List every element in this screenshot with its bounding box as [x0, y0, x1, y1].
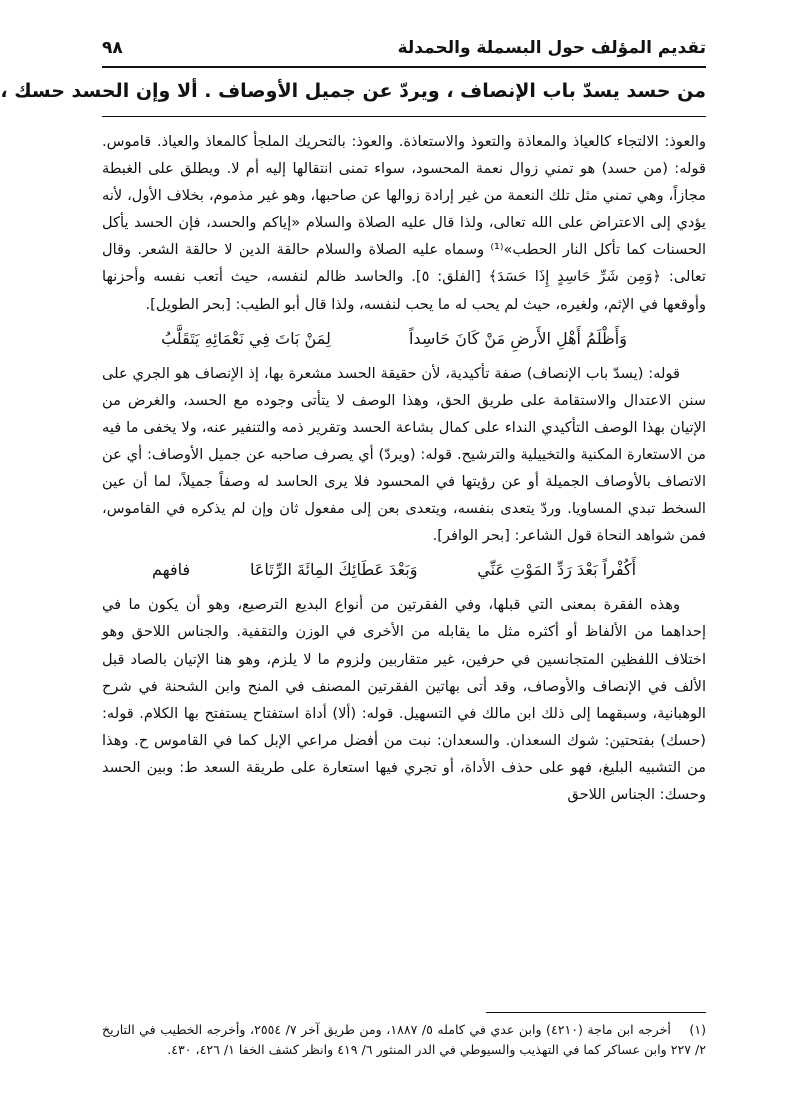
matn-divider	[102, 116, 706, 117]
commentary-body	[102, 128, 706, 808]
footnote-number: (١)	[689, 1022, 706, 1037]
verse-hemistich-first: وَأَظْلَمُ أَهْلِ الأَرضِ مَنْ كَانَ حَاسِداً	[408, 328, 627, 348]
footnote-divider	[486, 1012, 706, 1013]
commentary-paragraph: والعوذ: الالتجاء كالعياذ والمعاذة والتعوذ والاستعاذة. والعوذ: بالتحريك الملجأ كالمعاذ والعياذ. قاموس. قوله: (من حسد) هو تمني زوال نعمة المحسود، سواء تمنى انتقالها إليه أم لا. ويطلق على الغبطة مجازاً، وهي تمني مثل تلك النعمة من غير إرادة زوالها عن صاحبها، وهو غير مذموم، بخلاف الأول، لأنه يؤدي إلى الاعتراض على الله تعالى، ولذا قال عليه الصلاة والسلام «إياكم والحسد، فإن الحسد يأكل الحسنات كما تأكل النار الحطب»⁽¹⁾ وسماه عليه الصلاة والسلام حالقة الدين لا حالقة الشعر. وقال تعالى: ﴿وَمِن شَرِّ حَاسِدٍ إِذَا حَسَدَ﴾ [الفلق: ٥]. والحاسد ظالم لنفسه، حيث أتعب نفسه وأحزنها وأوقعها في الإثم، ولغيره، حيث لم يحب له ما يحب لنفسه، ولذا قال أبو الطيب: [بحر الطويل].	[102, 133, 707, 313]
page-header	[102, 34, 706, 62]
verse-hemistich-second: لِمَنْ بَاتَ فِي نَعْمَائِهِ يَتَقَلَّبُ	[161, 328, 331, 348]
footnote-text: أخرجه ابن ماجة (٤٢١٠) وابن عدي في كامله ٥/ ١٨٨٧، ومن طريق آخر ٧/ ٢٥٥٤، وأخرجه الخطيب في التاريخ ٢/ ٢٢٧ وابن عساكر كما في التهذيب والسيوطي في الدر المنثور ٦/ ٤١٩ وانظر كشف الخفا ١/ ٤٢٦، ٤٣٠.	[102, 1022, 706, 1057]
verse-line	[122, 320, 666, 358]
verse-line	[122, 551, 666, 589]
verse-hemistich-first: أَكُفْراً بَعْدَ رَدِّ المَوْتِ عَنِّي	[477, 560, 637, 580]
verse-tail: فافهم	[151, 560, 191, 580]
page-number: ٩٨	[102, 38, 123, 58]
matn-text: من حسد يسدّ باب الإنصاف ، ويردّ عن جميل الأوصاف . ألا وإن الحسد حسك ،	[0, 80, 706, 102]
footnote	[102, 1020, 706, 1060]
verse-hemistich-second: وَبَعْدَ عَطَائِكَ المِائَةَ الرِّتَاعَا	[250, 560, 418, 580]
commentary-paragraph: قوله: (يسدّ باب الإنصاف) صفة تأكيدية، لأن حقيقة الحسد مشعرة بها، إذ الإنصاف هو الجري على سنن الاعتدال والاستقامة على طريق الحق، وهذا الوصف لا يتأتى وجوده مع الحسد، والغرض من الإتيان بهذا الوصف التأكيدي النداء على كمال بشاعة الحسد وتقرير ذمه والتنفير عنه، ولا يخفى ما فيه من الاستعارة المكنية والتخييلية والترشيح. قوله: (ويردّ) أي يصرف صاحبه عن جميل الأوصاف: أي عن الاتصاف بالأوصاف الجميلة أو عن رؤيتها في المحسود فلا يرى الحاسد له وصفاً جميلاً، لما أن عين السخط تبدي المساويا. وردّ يتعدى بنفسه، ويتعدى بعن إلى مفعول ثان وإن لم يذكره في القاموس، فمن شواهد النحاة قول الشاعر: [بحر الوافر].	[102, 364, 706, 545]
commentary-paragraph: وهذه الفقرة بمعنى التي قبلها، وفي الفقرتين من أنواع البديع الترصيع، وهو أن يكون ما في إحداهما من الألفاظ أو أكثره مثل ما يقابله من الأخرى في الوزن والتقفية. والجناس اللاحق وهو اختلاف اللفظين المتجانسين في حرفين، غير متقاربين ولزوم ما لا يلزم، وهو هنا الإتيان بالصاد قبل الألف في الإنصاف والأوصاف، وقد أتى بهاتين الفقرتين المصنف في المنح وابن الشحنة في شرح الوهبانية، وسبقهما إلى ذلك ابن مالك في التسهيل. قوله: (ألا) أداة استفتاح يستفتح بها الكلام. قوله: (حسك) بفتحتين: شوك السعدان. والسعدان: نبت من أفضل مراعي الإبل كما في القاموس ح. وهذا من التشبيه البليغ، فهو على حذف الأداة، أو تجري فيها استعارة على طريقة السعد ط: وبين الحسد وحسك: الجناس اللاحق	[102, 596, 706, 803]
running-title: تقديم المؤلف حول البسملة والحمدلة	[397, 38, 706, 58]
header-divider	[102, 66, 706, 68]
